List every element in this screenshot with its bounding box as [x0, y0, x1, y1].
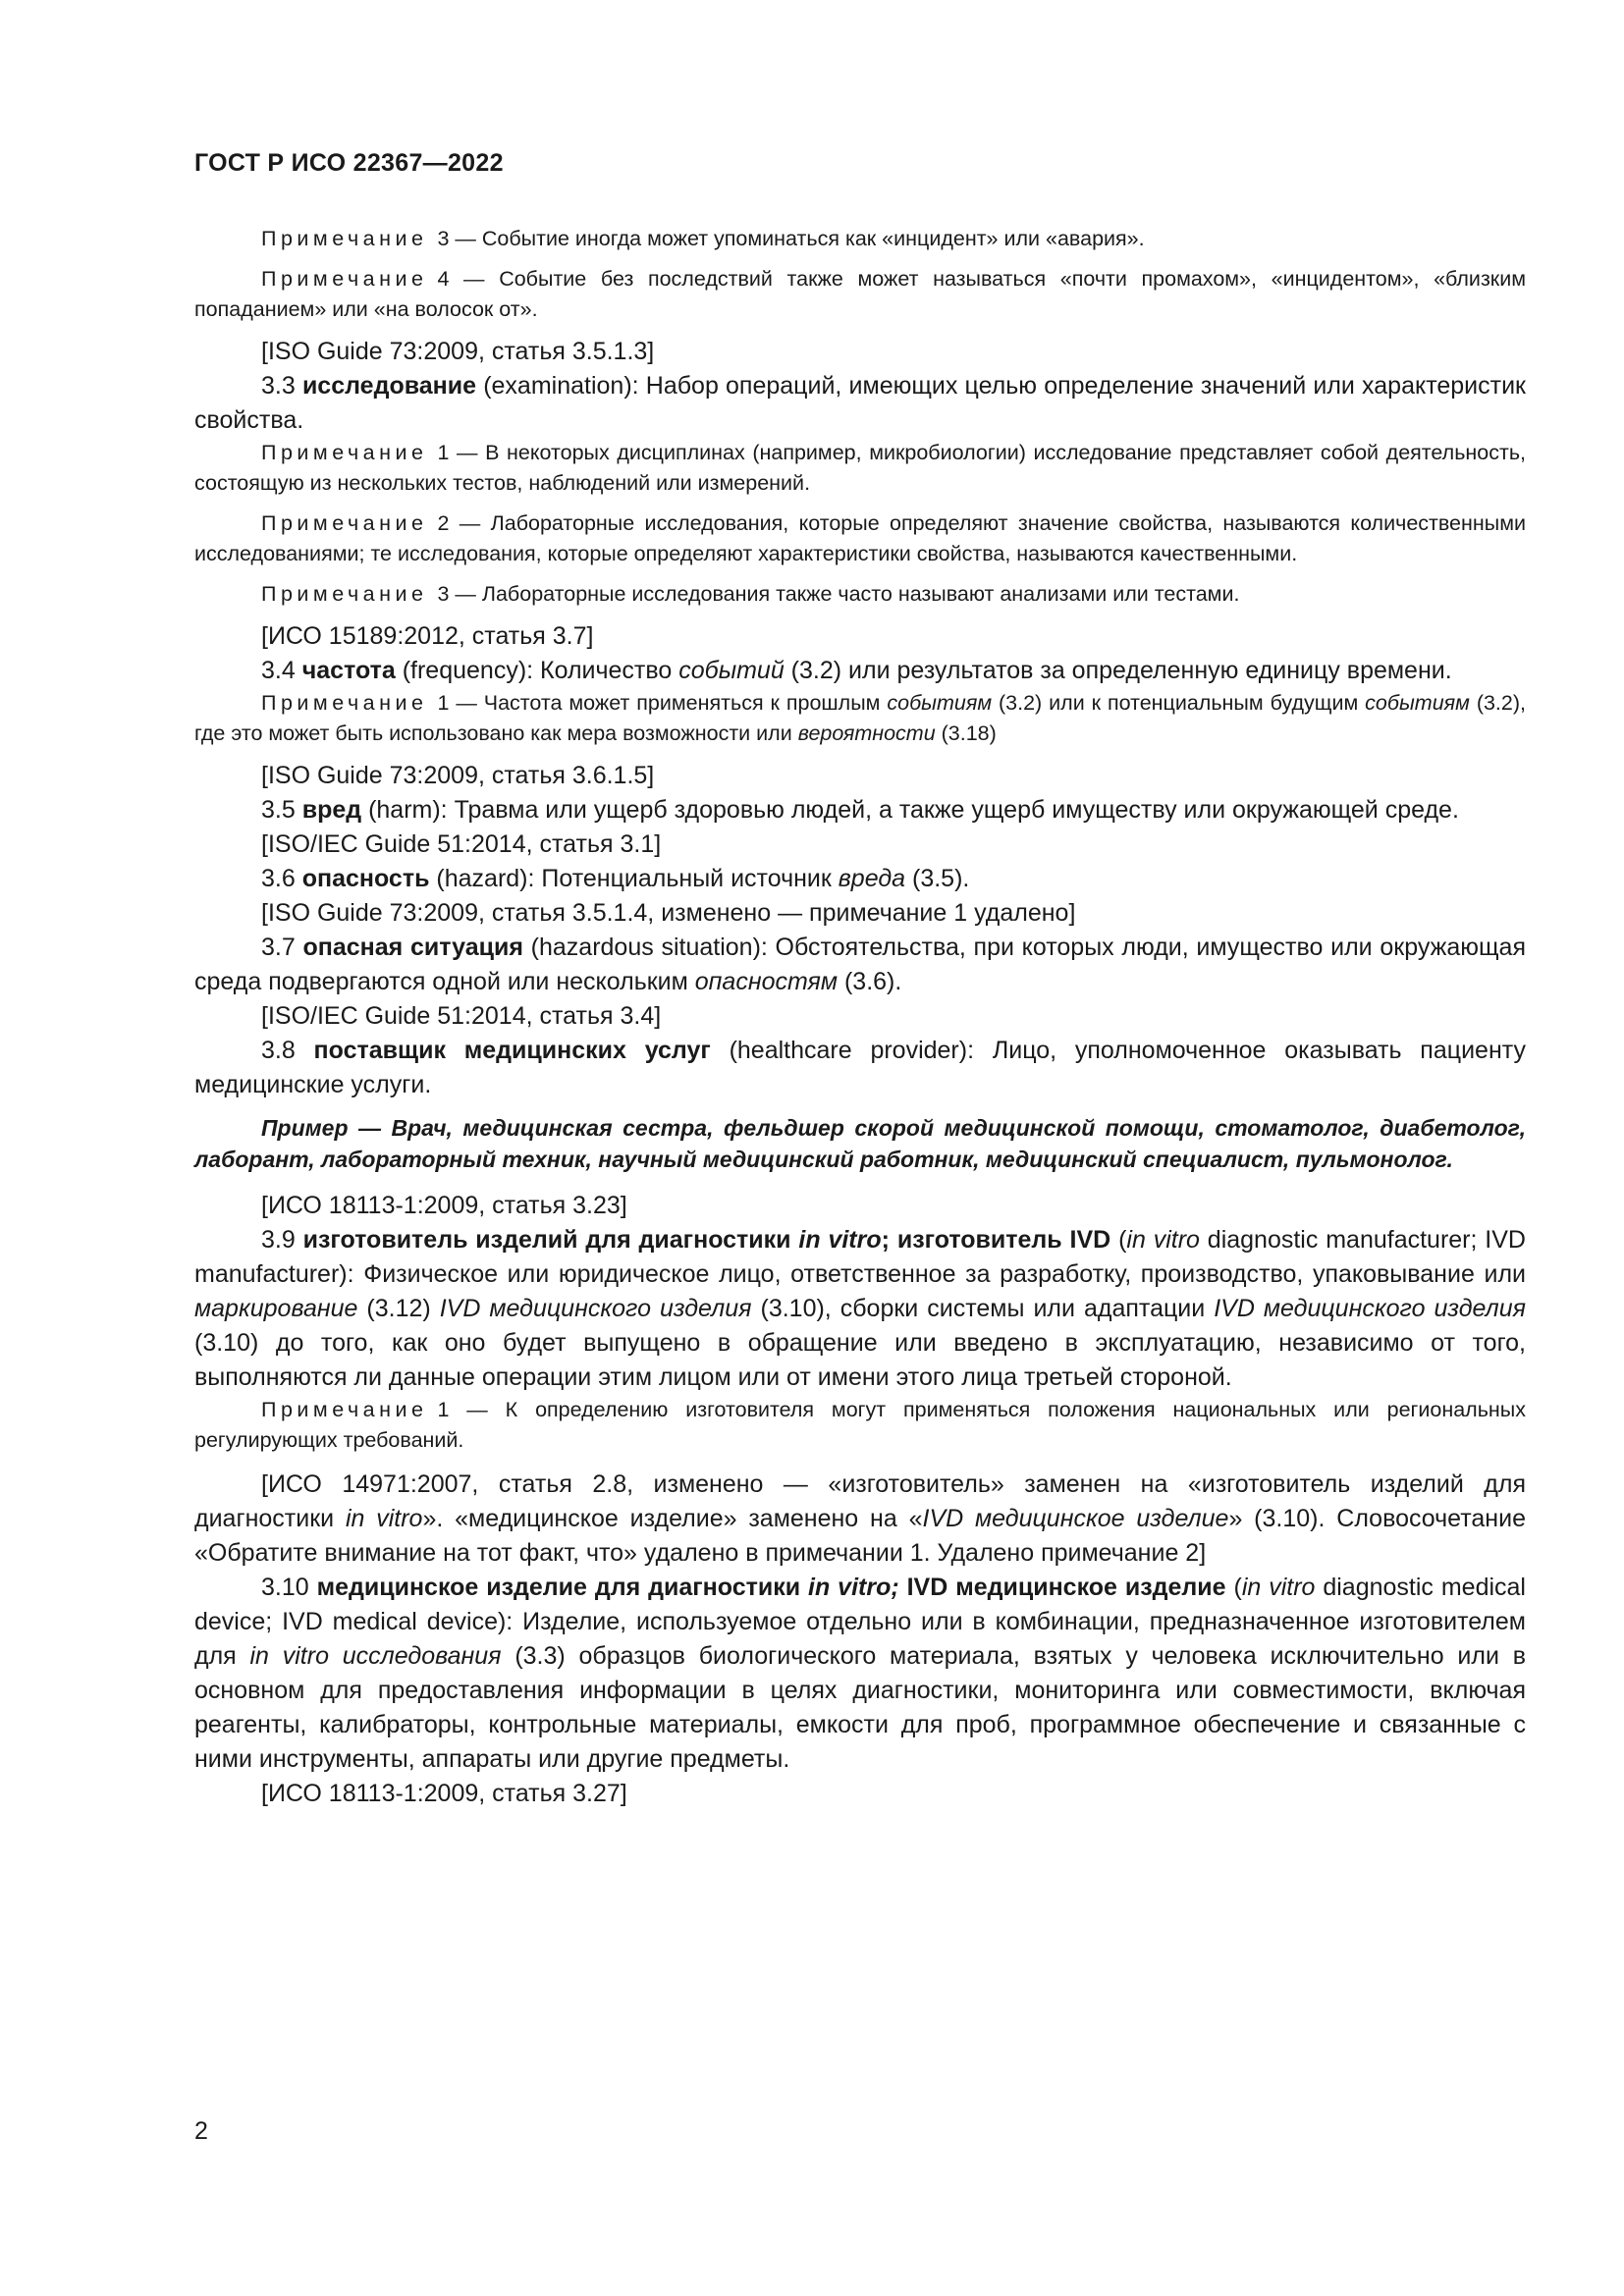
note-paragraph: Примечание 3 — Событие иногда может упоминаться как «инцидент» или «авария». — [261, 227, 1145, 250]
term-name: вред — [301, 796, 362, 824]
source-reference: [ИСО 18113-1:2009, статья 3.27] — [261, 1780, 627, 1807]
note-paragraph: Примечание 1 — В некоторых дисциплинах (например, микробиологии) исследование представляет собой деятельность, состоящую из нескольких тестов, наблюдений или измерений. — [194, 441, 1527, 495]
source-reference: [ИСО 15189:2012, статья 3.7] — [261, 622, 594, 650]
standard-header: ГОСТ Р ИСО 22367—2022 — [194, 149, 504, 177]
note-paragraph: Примечание 1 — Частота может применяться к прошлым событиям (3.2) или к потенциальным будущим событиям (3.2), где это может быть использовано как мера возможности или вероятности (3.18) — [194, 691, 1526, 745]
source-reference: [ISO Guide 73:2009, статья 3.5.1.4, изменено — примечание 1 удалено] — [261, 899, 1076, 927]
source-reference: [ИСО 18113-1:2009, статья 3.23] — [261, 1192, 627, 1219]
source-reference: [ISO Guide 73:2009, статья 3.6.1.5] — [261, 762, 655, 789]
term-name: медицинское изделие для диагностики in vitro; IVD медицинское изделие — [316, 1574, 1226, 1601]
document-body — [194, 224, 1526, 1811]
source-reference: [ISO/IEC Guide 51:2014, статья 3.4] — [261, 1002, 662, 1030]
term-definition: 3.9 изготовитель изделий для диагностики in vitro; изготовитель IVD (in vitro diagnostic manufacturer; IVD manufacturer): Физическое или юридическое лицо, ответственное за разработку, производство, упаковывание или маркирование (3.12) IVD медицинского изделия (3.10), сборки системы или адаптации IVD медицинского изделия (3.10) до того, как оно будет выпущено в обращение или введено в эксплуатацию, независимо от того, выполняются ли данные операции этим лицом или от имени этого лица третьей стороной. — [194, 1226, 1526, 1391]
note-paragraph: Примечание 4 — Событие без последствий также может называться «почти промахом», «инцидентом», «близким попаданием» или «на волосок от». — [194, 267, 1526, 321]
term-name: частота — [301, 657, 396, 684]
term-name: опасность — [301, 865, 430, 892]
example-paragraph: Пример — Врач, медицинская сестра, фельдшер скорой медицинской помощи, стоматолог, диабетолог, лаборант, лабораторный техник, научный медицинский работник, медицинский специалист, пульмонолог. — [194, 1115, 1526, 1172]
source-reference: [ISO/IEC Guide 51:2014, статья 3.1] — [261, 830, 662, 858]
source-reference: [ISO Guide 73:2009, статья 3.5.1.3] — [261, 338, 655, 365]
term-definition: 3.7 опасная ситуация (hazardous situation): Обстоятельства, при которых люди, имущество или окружающая среда подвергаются одной или нескольким опасностям (3.6). — [194, 934, 1526, 995]
term-definition: 3.3 исследование (examination): Набор операций, имеющих целью определение значений или характеристик свойства. — [194, 372, 1526, 434]
source-reference: [ИСО 14971:2007, статья 2.8, изменено — «изготовитель» заменен на «изготовитель изделий для диагностики in vitro». «медицинское изделие» заменено на «IVD медицинское изделие» (3.10). Словосочетание «Обратите внимание на тот факт, что» удалено в примечании 1. Удалено примечание 2] — [194, 1470, 1526, 1567]
page-number: 2 — [194, 2117, 208, 2145]
note-paragraph: Примечание 3 — Лабораторные исследования также часто называют анализами или тестами. — [261, 582, 1240, 606]
note-paragraph: Примечание 1 — К определению изготовителя могут применяться положения национальных или региональных регулирующих требований. — [194, 1398, 1526, 1452]
term-definition: 3.6 опасность (hazard): Потенциальный источник вреда (3.5). — [261, 865, 970, 892]
term-name: изготовитель изделий для диагностики in vitro; изготовитель IVD — [302, 1226, 1111, 1254]
term-definition: 3.5 вред (harm): Травма или ущерб здоровью людей, а также ущерб имуществу или окружающей среде. — [261, 796, 1459, 824]
term-definition: 3.4 частота (frequency): Количество событий (3.2) или результатов за определенную единицу времени. — [261, 657, 1452, 684]
term-definition: 3.8 поставщик медицинских услуг (healthcare provider): Лицо, уполномоченное оказывать пациенту медицинские услуги. — [194, 1037, 1526, 1098]
term-name: поставщик медицинских услуг — [313, 1037, 711, 1064]
term-name: опасная ситуация — [302, 934, 523, 961]
note-paragraph: Примечание 2 — Лабораторные исследования, которые определяют значение свойства, называются количественными исследованиями; те исследования, которые определяют характеристики свойства, называются качественными. — [194, 511, 1527, 565]
term-definition: 3.10 медицинское изделие для диагностики in vitro; IVD медицинское изделие (in vitro diagnostic medical device; IVD medical device): Изделие, используемое отдельно или в комбинации, предназначенное изготовителем для in vitro исследования (3.3) образцов биологического материала, взятых у человека исключительно или в основном для предоставления информации в целях диагностики, мониторинга или совместимости, включая реагенты, калибраторы, контрольные материалы, емкости для проб, программное обеспечение и связанные с ними инструменты, аппараты или другие предметы. — [194, 1574, 1526, 1773]
term-name: исследование — [301, 372, 477, 400]
